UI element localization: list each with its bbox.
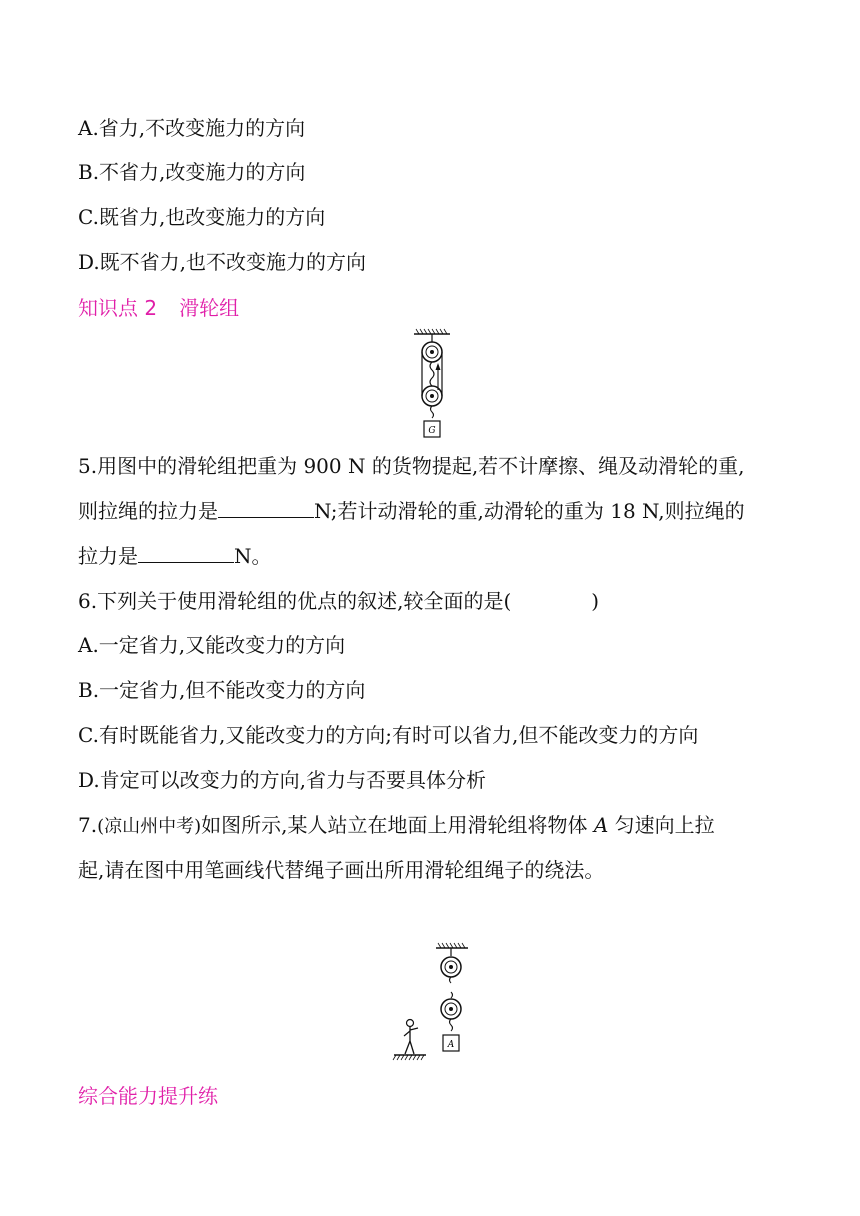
answer-blank-1[interactable] [218, 497, 314, 518]
section-title: 滑轮组 [179, 296, 240, 320]
q5-line-2-pre: 则拉绳的拉力是 [78, 499, 218, 523]
q5-line-1: 5.用图中的滑轮组把重为 900 N 的货物提起,若不计摩擦、绳及动滑轮的重, [78, 454, 745, 478]
q5-line-2 [78, 497, 745, 525]
q6-option-c: C.有时既能省力,又能改变力的方向;有时可以省力,但不能改变力的方向 [78, 723, 699, 747]
q7-line-1 [78, 811, 715, 841]
q4-option-a: A.省力,不改变施力的方向 [78, 116, 306, 140]
q5-line-3-pre: 拉力是 [78, 544, 138, 568]
section-heading-2 [78, 294, 239, 322]
q4-option-d: D.既不省力,也不改变施力的方向 [78, 250, 367, 274]
q6-stem-post: ) [591, 589, 600, 613]
q6-stem-pre: 6.下列关于使用滑轮组的优点的叙述,较全面的是( [78, 589, 512, 613]
q7-num: 7. [78, 813, 98, 837]
q6-stem [78, 587, 599, 615]
q7-var: A [593, 813, 609, 837]
q6-option-a: A.一定省力,又能改变力的方向 [78, 633, 346, 657]
q7-line-1-pre: 如图所示,某人站立在地面上用滑轮组将物体 [201, 813, 594, 837]
answer-blank-2[interactable] [138, 542, 234, 563]
q5-line-2-post: N;若计动滑轮的重,动滑轮的重为 18 N,则拉绳的 [314, 499, 745, 523]
q7-source: (凉山州中考) [97, 816, 202, 837]
pulley-figure-2[interactable] [392, 940, 472, 1066]
q7-line-2: 起,请在图中用笔画线代替绳子画出所用滑轮组绳子的绕法。 [78, 858, 605, 882]
q4-option-b: B.不省力,改变施力的方向 [78, 160, 306, 184]
weight-label: G [428, 426, 436, 436]
section-label: 知识点 2 [78, 296, 158, 320]
q4-option-c: C.既省力,也改变施力的方向 [78, 205, 326, 229]
pulley-figure-1 [410, 328, 456, 442]
object-label: A [447, 1040, 455, 1050]
q6-option-d: D.肯定可以改变力的方向,省力与否要具体分析 [78, 768, 487, 792]
section-heading-3: 综合能力提升练 [78, 1084, 218, 1108]
q5-line-3 [78, 542, 272, 570]
q6-option-b: B.一定省力,但不能改变力的方向 [78, 678, 366, 702]
q5-line-3-post: N。 [234, 544, 272, 568]
q7-line-1-post: 匀速向上拉 [608, 813, 715, 837]
